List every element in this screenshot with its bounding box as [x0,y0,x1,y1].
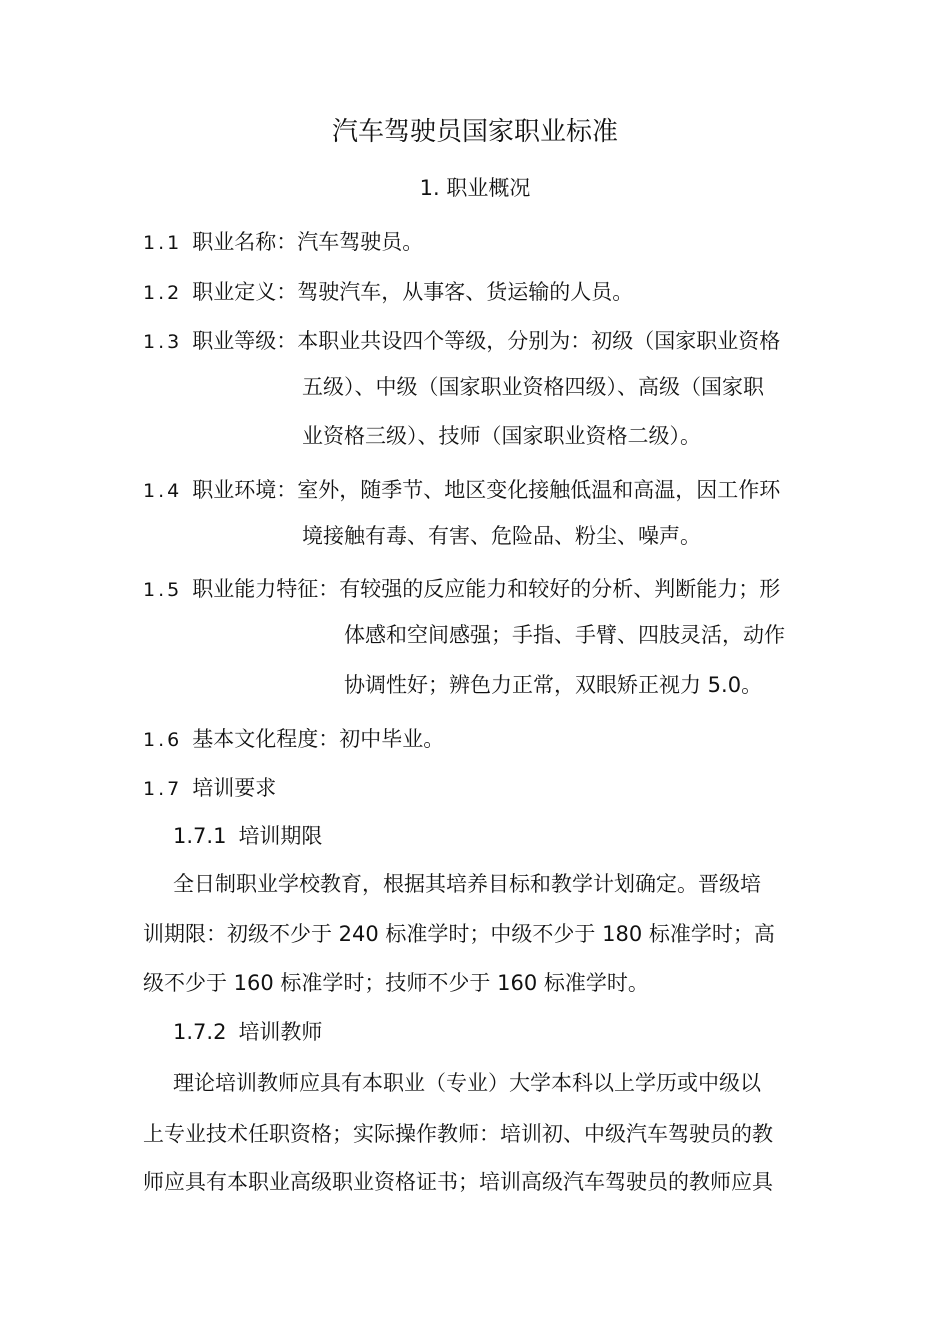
item-number: 1.3 [143,331,183,353]
item-label: 职业环境： [192,478,298,502]
item-label: 职业名称： [192,230,298,254]
item-1-5 [143,573,780,606]
item-1-3-line-2: 五级）、中级（国家职业资格四级）、高级（国家职 [302,375,764,399]
paragraph-1-7-2-line-1: 理论培训教师应具有本职业（专业）大学本科以上学历或中级以 [173,1071,761,1095]
item-1-3 [143,325,780,358]
item-1-1 [143,226,423,259]
item-label: 基本文化程度： [192,727,340,751]
section-title: 1. 职业概况 [419,176,531,200]
subsection-label: 培训教师 [238,1020,323,1044]
item-text: 驾驶汽车，从事客、货运输的人员。 [297,280,634,304]
item-label: 职业等级： [192,329,298,353]
item-number: 1.1 [143,232,183,254]
item-1-4 [143,474,780,507]
item-1-3-line-3: 业资格三级）、技师（国家职业资格二级）。 [302,424,701,448]
document-title: 汽车驾驶员国家职业标准 [331,117,618,147]
item-text: 初中毕业。 [339,727,445,751]
item-1-5-line-2: 体感和空间感强；手指、手臂、四肢灵活，动作 [344,623,785,647]
item-number: 1.6 [143,729,183,751]
item-text: 本职业共设四个等级，分别为：初级（国家职业资格 [297,329,781,353]
item-label: 职业定义： [192,280,298,304]
paragraph-1-7-2-line-2: 上专业技术任职资格；实际操作教师：培训初、中级汽车驾驶员的教 [143,1122,773,1146]
item-1-2 [143,276,633,309]
subsection-number: 1.7.1 [173,824,227,848]
item-text: 室外，随季节、地区变化接触低温和高温，因工作环 [297,478,781,502]
item-1-5-line-3: 协调性好；辨色力正常，双眼矫正视力 5.0。 [344,673,763,697]
subsection-1-7-2 [173,1016,322,1048]
item-1-6 [143,723,444,756]
item-number: 1.2 [143,282,183,304]
item-number: 1.4 [143,480,183,502]
item-label: 培训要求 [192,776,277,800]
item-text: 汽车驾驶员。 [297,230,424,254]
item-label: 职业能力特征： [192,577,340,601]
subsection-1-7-1 [173,820,322,852]
subsection-label: 培训期限 [238,824,323,848]
item-text: 有较强的反应能力和较好的分析、判断能力；形 [339,577,781,601]
paragraph-1-7-1-line-2: 训期限：初级不少于 240 标准学时；中级不少于 180 标准学时；高 [143,922,775,946]
subsection-number: 1.7.2 [173,1020,227,1044]
item-number: 1.7 [143,778,183,800]
paragraph-1-7-1-line-3: 级不少于 160 标准学时；技师不少于 160 标准学时。 [143,971,649,995]
item-1-4-line-2: 境接触有毒、有害、危险品、粉尘、噪声。 [302,524,701,548]
item-number: 1.5 [143,579,183,601]
item-1-7 [143,772,276,805]
paragraph-1-7-1-line-1: 全日制职业学校教育，根据其培养目标和教学计划确定。晋级培 [173,872,761,896]
paragraph-1-7-2-line-3: 师应具有本职业高级职业资格证书；培训高级汽车驾驶员的教师应具 [143,1170,773,1194]
